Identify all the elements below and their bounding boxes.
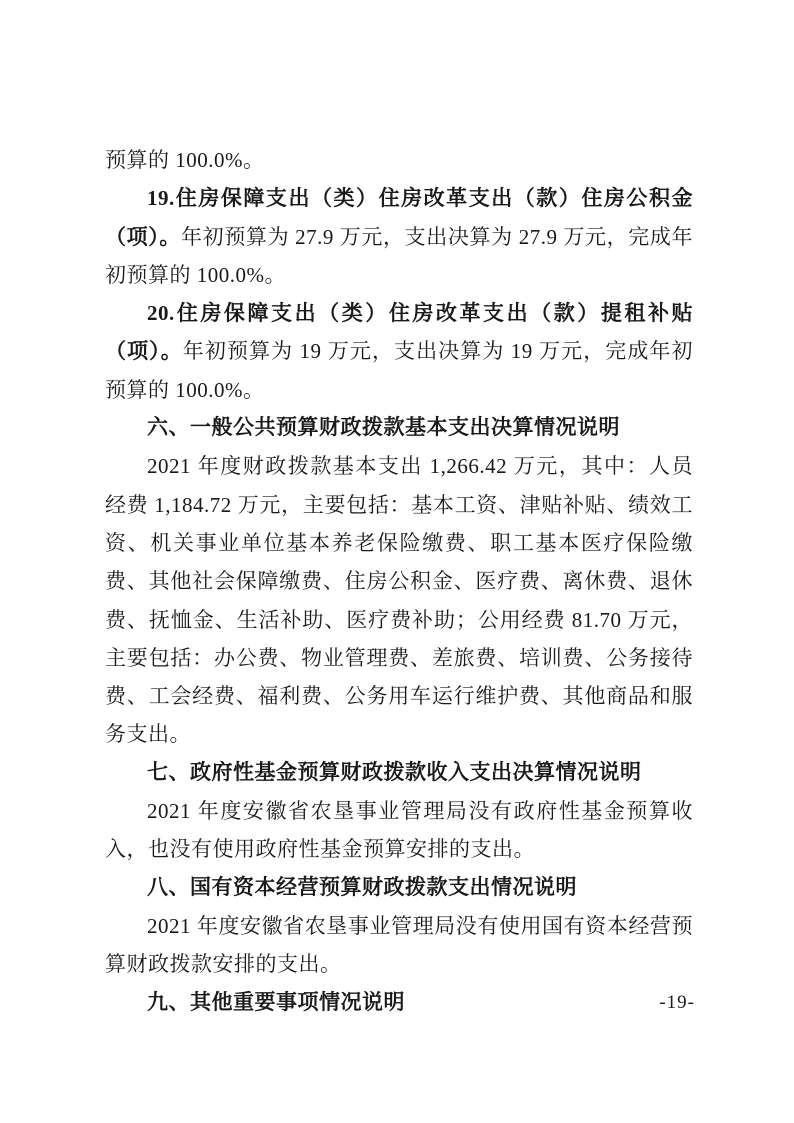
item-19-title: 19.住房保障支出（类）住房改革支出（款）住房公积金（项）。 [105, 186, 693, 249]
item-19-body: 年初预算为 27.9 万元，支出决算为 27.9 万元，完成年初预算的 100.0%。 [105, 224, 694, 287]
section-9-heading: 九、其他重要事项情况说明 [147, 990, 405, 1014]
paragraph-item-20 [105, 294, 693, 409]
section-8-paragraph: 2021 年度安徽省农垦事业管理局没有使用国有资本经营预算财政拨款安排的支出。 [105, 913, 693, 977]
section-6-heading: 六、一般公共预算财政拨款基本支出决算情况说明 [147, 416, 620, 440]
section-7-heading: 七、政府性基金预算财政拨款收入支出决算情况说明 [147, 760, 642, 784]
section-7-paragraph: 2021 年度安徽省农垦事业管理局没有政府性基金预算收入，也没有使用政府性基金预算安排的支出。 [105, 799, 693, 862]
item-20-title: 20.住房保障支出（类）住房改革支出（款）提租补贴（项）。 [105, 301, 693, 364]
item-20-body: 年初预算为 19 万元，支出决算为 19 万元，完成年初预算的 100.0%。 [105, 339, 693, 402]
paragraph-item-19 [105, 179, 693, 294]
page-number: -19- [659, 992, 695, 1013]
section-8-heading: 八、国有资本经营预算财政拨款支出情况说明 [147, 875, 577, 899]
page-content [105, 141, 693, 1022]
paragraph-continuation: 预算的 100.0%。 [105, 148, 265, 172]
section-6-paragraph: 2021 年度财政拨款基本支出 1,266.42 万元，其中：人员经费 1,184.72 万元，主要包括：基本工资、津贴补贴、绩效工资、机关事业单位基本养老保险缴费、职工基本医疗保险缴费、其他社会保障缴费、住房公积金、医疗费、离休费、退休费、抚恤金、生活补助、医疗费补助；公用经费 81.70 万元，主要包括：办公费、物业管理费、差旅费、培训费、公务接待费、工会经费、福利费、公务用车运行维护费、其他商品和服务支出。 [105, 454, 693, 747]
